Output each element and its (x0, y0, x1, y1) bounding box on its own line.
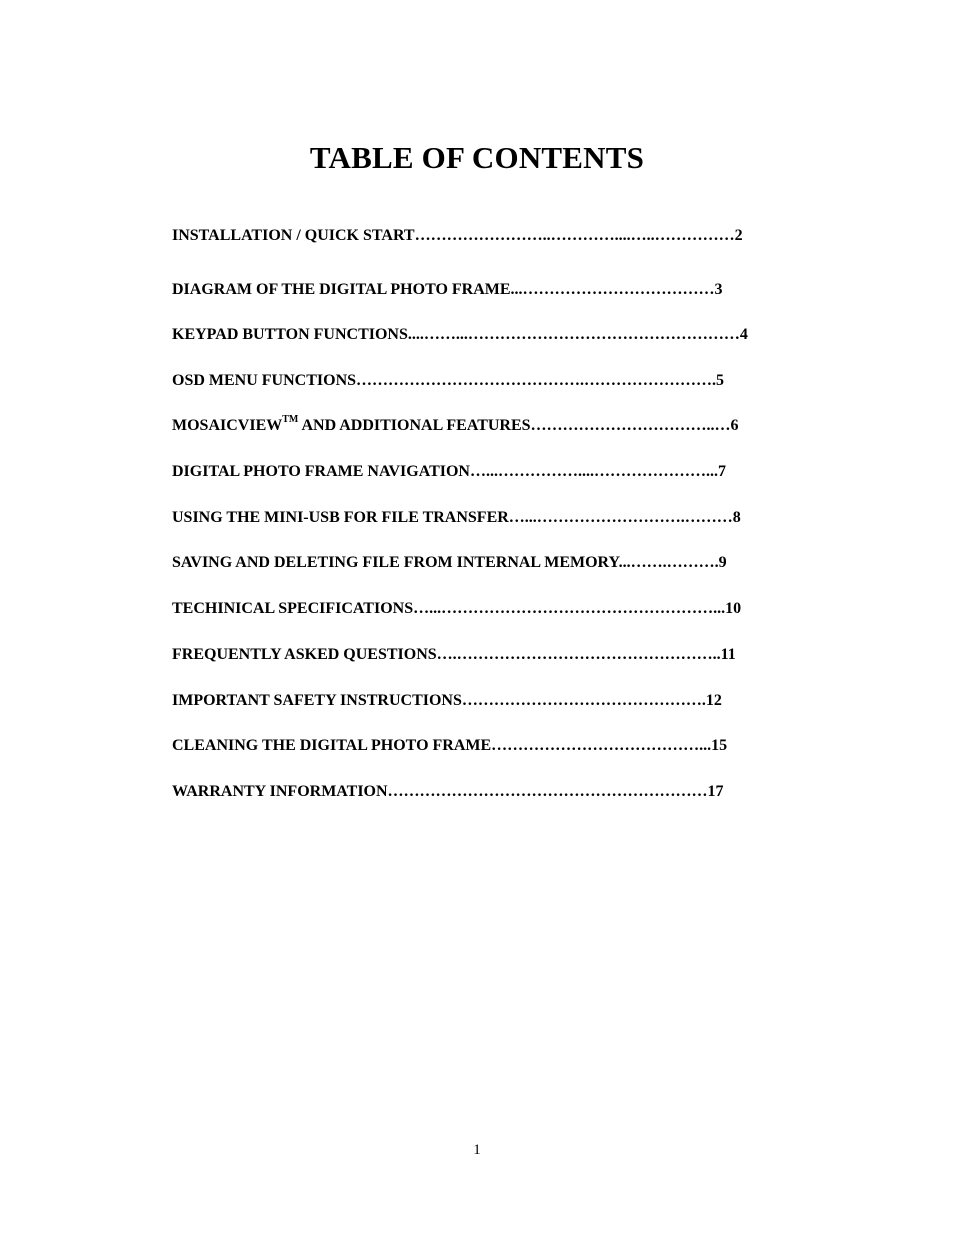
toc-entry-specifications[interactable]: TECHINICAL SPECIFICATIONS…...……………………………………………...10 (172, 600, 742, 617)
toc-entry-warranty[interactable]: WARRANTY INFORMATION……………………………………………………17 (172, 783, 724, 800)
toc-entry-mini-usb[interactable]: USING THE MINI-USB FOR FILE TRANSFER…...……………………….………8 (172, 509, 741, 526)
toc-entry-keypad[interactable]: KEYPAD BUTTON FUNCTIONS....……...……………………………………………4 (172, 326, 748, 343)
toc-entry-faq[interactable]: FREQUENTLY ASKED QUESTIONS….…………………………………………..11 (172, 646, 736, 663)
toc-entry-safety[interactable]: IMPORTANT SAFETY INSTRUCTIONS……………………………………….12 (172, 692, 722, 709)
toc-entry-mosaicview[interactable] (172, 415, 780, 437)
toc-entry-navigation[interactable]: DIGITAL PHOTO FRAME NAVIGATION…...……………....…………………...7 (172, 463, 726, 480)
toc-entry-saving-deleting[interactable]: SAVING AND DELETING FILE FROM INTERNAL MEMORY...…….……….9 (172, 554, 727, 571)
toc-entry-osd-menu[interactable]: OSD MENU FUNCTIONS…………………………………….…………………….5 (172, 372, 725, 389)
page-title: TABLE OF CONTENTS (309, 140, 645, 175)
toc-entry-diagram[interactable]: DIAGRAM OF THE DIGITAL PHOTO FRAME...………………………………3 (172, 281, 723, 298)
toc-entry-mosaicview-rest: AND ADDITIONAL FEATURES……………………………..…6 (298, 417, 739, 434)
toc-entry-mosaicview-name: MOSAICVIEW (172, 417, 283, 434)
toc-entry-cleaning[interactable]: CLEANING THE DIGITAL PHOTO FRAME…………………………………...15 (172, 737, 728, 754)
trademark-mark: TM (282, 415, 299, 425)
page-number: 1 (473, 1142, 481, 1158)
toc-entry-installation[interactable]: INSTALLATION / QUICK START……………………..…………....…..……………2 (172, 227, 743, 244)
